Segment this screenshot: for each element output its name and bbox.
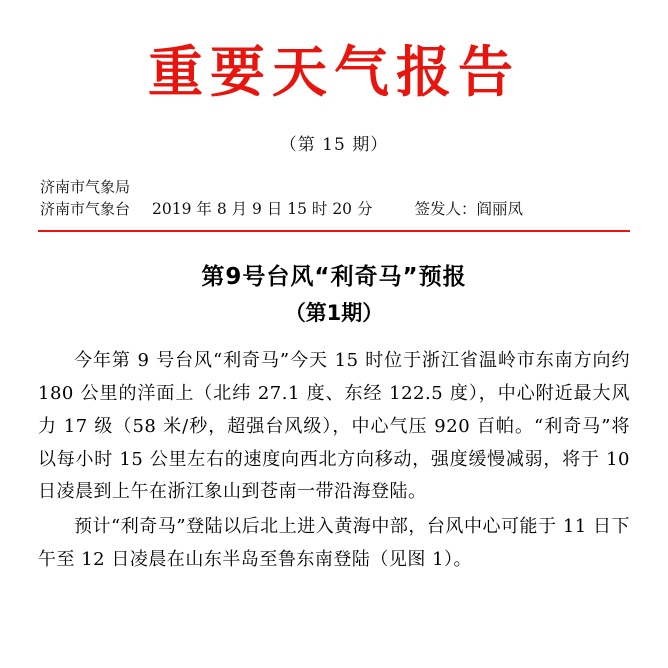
signer: 签发人：阎丽凤 xyxy=(414,199,523,218)
issue-number: （第 15 期） xyxy=(279,134,389,155)
issuer-bureau: 济南市气象局 xyxy=(40,177,131,196)
red-divider xyxy=(38,230,630,232)
report-subheading: （第1期） xyxy=(284,301,384,326)
issuer-block xyxy=(38,177,630,221)
report-heading: 第9号台风“利奇马”预报 xyxy=(201,264,467,291)
masthead xyxy=(38,0,630,102)
body-paragraph: 预计“利奇马”登陆以后北上进入黄海中部，台风中心可能于 11 日下午至 12 日凌晨在山东半岛至鲁东南登陆（见图 1）。 xyxy=(38,516,630,570)
body-paragraph: 今年第 9 号台风“利奇马”今天 15 时位于浙江省温岭市东南方向约 180 公里的洋面上（北纬 27.1 度、东经 122.5 度），中心附近最大风力 17 级（58 米/秒，超强台风级），中心气压 920 百帕。“利奇马”将以每小时 15 公里左右的速度向西北方向移动，强度缓慢减弱，将于 10 日凌晨到上午在浙江象山到苍南一带沿海登陆。 xyxy=(38,350,630,503)
report-body xyxy=(38,345,630,576)
issuer-observatory: 济南市气象台 xyxy=(40,199,131,218)
issue-datetime: 2019 年 8 月 9 日 15 时 20 分 xyxy=(152,199,373,218)
issuer-names xyxy=(40,177,130,221)
document-title: 重要天气报告 xyxy=(147,40,520,104)
